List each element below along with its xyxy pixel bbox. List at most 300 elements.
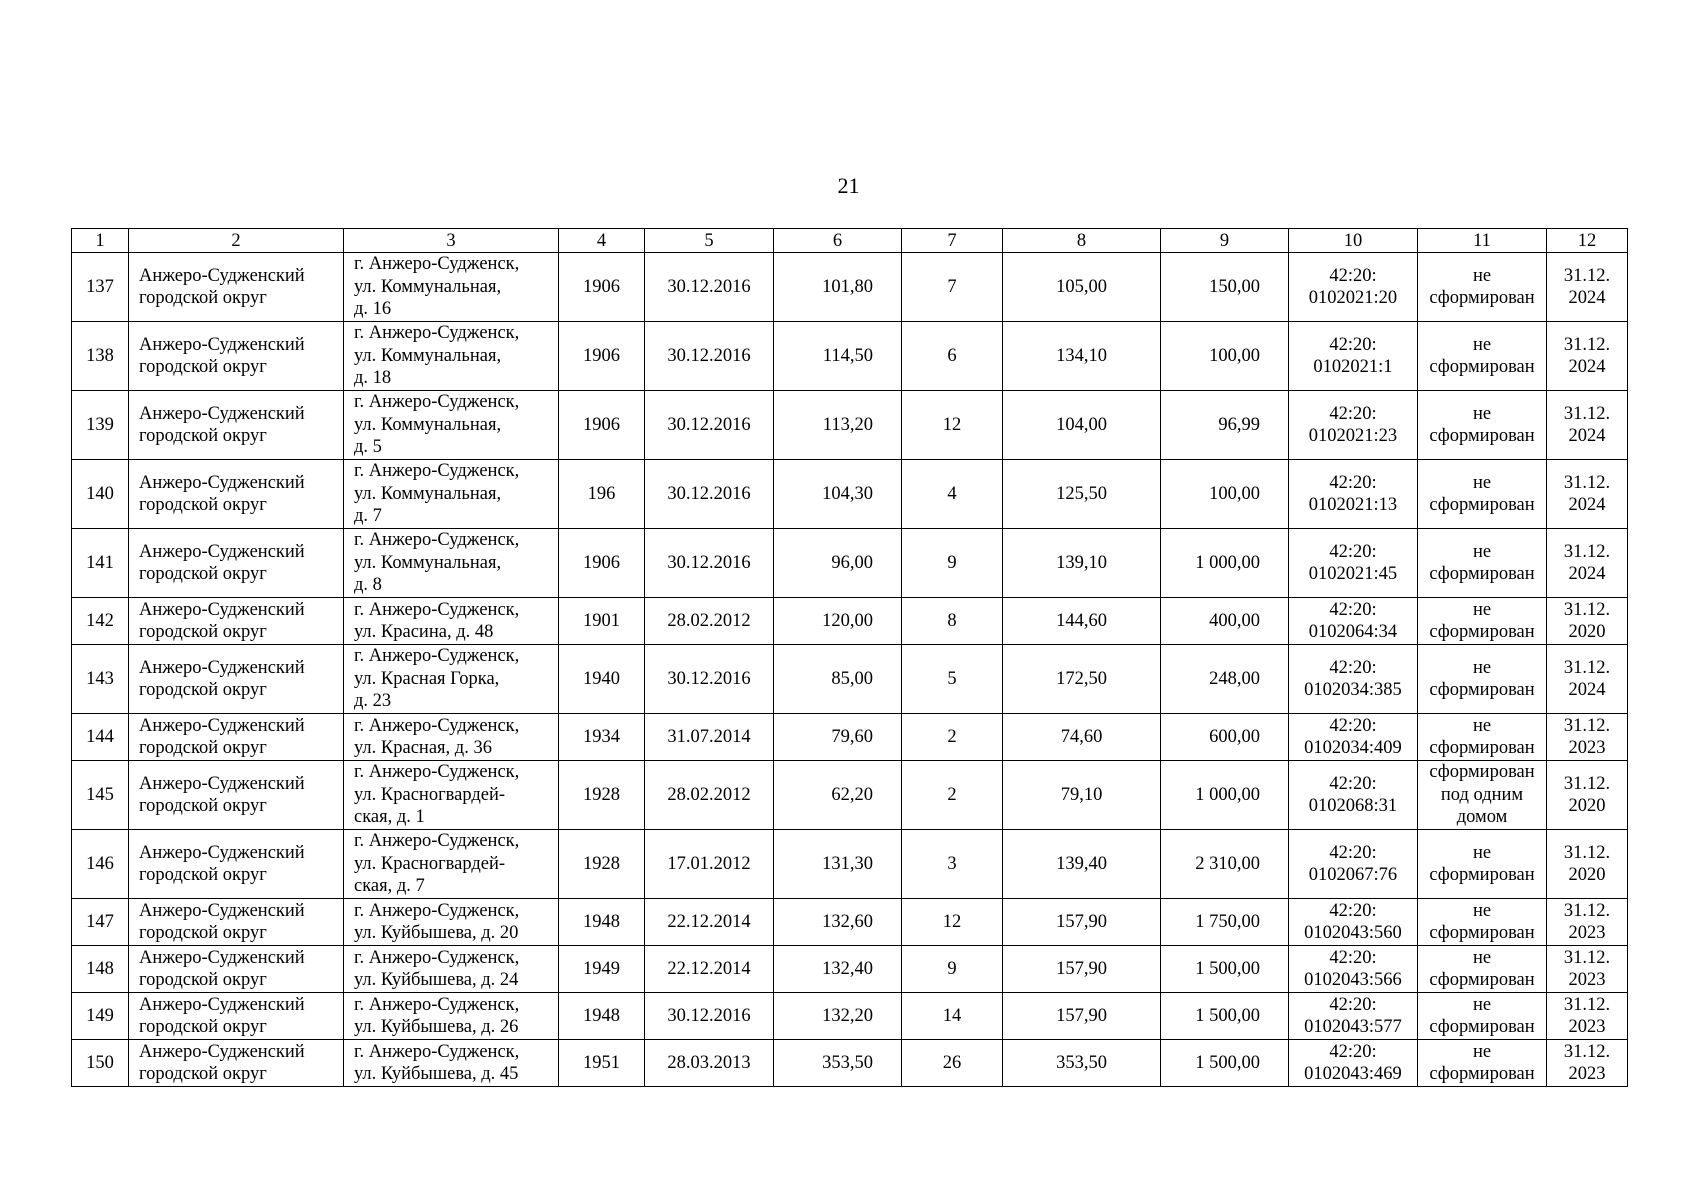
address-cell-line: ул. Коммунальная, xyxy=(354,414,502,435)
area-cell: 131,30 xyxy=(774,830,902,899)
cadastral-number-cell-line: 42:20: xyxy=(1329,265,1377,286)
address-cell-line: д. 8 xyxy=(354,575,382,596)
district-cell-line: Анжеро-Судженский xyxy=(139,403,305,424)
area-cell: 101,80 xyxy=(774,253,902,322)
deadline-cell xyxy=(1547,1040,1628,1087)
land-plot-status-cell xyxy=(1418,460,1547,529)
land-plot-status-cell xyxy=(1418,598,1547,645)
address-cell-line: д. 16 xyxy=(354,299,392,320)
area-cell: 114,50 xyxy=(774,322,902,391)
district-cell-line: городской округ xyxy=(139,738,267,758)
cadastral-number-cell-line: 42:20: xyxy=(1329,1041,1377,1062)
row-number: 146 xyxy=(72,830,129,899)
district-cell-line: Анжеро-Судженский xyxy=(139,773,305,794)
address-cell-line: г. Анжеро-Судженск, xyxy=(354,900,520,921)
land-plot-status-cell xyxy=(1418,322,1547,391)
page-number: 21 xyxy=(837,173,860,198)
table-row xyxy=(72,598,1628,645)
cadastral-number-cell xyxy=(1289,1040,1418,1087)
build-year-cell: 1949 xyxy=(559,946,645,993)
district-cell xyxy=(129,993,344,1040)
deadline-cell xyxy=(1547,253,1628,322)
address-cell xyxy=(344,899,559,946)
living-area-cell: 139,40 xyxy=(1003,830,1161,899)
row-number: 150 xyxy=(72,1040,129,1087)
cadastral-number-cell xyxy=(1289,322,1418,391)
address-cell xyxy=(344,253,559,322)
address-cell-line: ул. Коммунальная, xyxy=(354,276,502,297)
cadastral-number-cell-line: 42:20: xyxy=(1329,541,1377,562)
table-row xyxy=(72,460,1628,529)
district-cell-line: городской округ xyxy=(139,1064,267,1084)
land-plot-status-cell xyxy=(1418,761,1547,830)
cadastral-number-cell xyxy=(1289,253,1418,322)
address-cell-line: ул. Куйбышева, д. 20 xyxy=(354,923,519,943)
address-cell-line: ул. Красная Горка, xyxy=(354,668,500,689)
district-cell xyxy=(129,1040,344,1087)
land-plot-status-cell-line: сформирован xyxy=(1429,1064,1535,1084)
area-cell: 104,30 xyxy=(774,460,902,529)
address-cell-line: ская, д. 7 xyxy=(354,876,425,897)
deadline-cell xyxy=(1547,761,1628,830)
address-cell-line: г. Анжеро-Судженск, xyxy=(354,254,520,275)
build-year-cell: 196 xyxy=(559,460,645,529)
cadastral-number-cell-line: 0102043:469 xyxy=(1304,1064,1402,1084)
area-cell: 353,50 xyxy=(774,1040,902,1087)
land-plot-status-cell-line: под одним xyxy=(1440,784,1524,805)
date-cell: 30.12.2016 xyxy=(645,993,774,1040)
land-plot-status-cell-line: сформирован xyxy=(1429,288,1535,308)
district-cell xyxy=(129,899,344,946)
address-cell xyxy=(344,946,559,993)
residents-cell: 6 xyxy=(902,322,1003,391)
residents-cell: 2 xyxy=(902,761,1003,830)
cadastral-number-cell-line: 42:20: xyxy=(1329,599,1377,620)
row-number: 142 xyxy=(72,598,129,645)
column-header-5: 5 xyxy=(645,229,774,253)
cadastral-number-cell-line: 0102064:34 xyxy=(1308,622,1398,642)
land-area-cell: 400,00 xyxy=(1161,598,1289,645)
living-area-cell: 157,90 xyxy=(1003,993,1161,1040)
address-cell xyxy=(344,322,559,391)
residents-cell: 9 xyxy=(902,946,1003,993)
living-area-cell: 74,60 xyxy=(1003,714,1161,761)
district-cell-line: городской округ xyxy=(139,923,267,943)
build-year-cell: 1928 xyxy=(559,830,645,899)
address-cell-line: ул. Коммунальная, xyxy=(354,345,502,366)
deadline-cell-line: 31.12. xyxy=(1563,657,1611,678)
table-row xyxy=(72,993,1628,1040)
land-plot-status-cell-line: сформирован xyxy=(1429,426,1535,446)
cadastral-number-cell-line: 0102021:20 xyxy=(1308,288,1398,308)
area-cell: 132,60 xyxy=(774,899,902,946)
table-body xyxy=(72,253,1628,1087)
area-cell: 132,40 xyxy=(774,946,902,993)
land-plot-status-cell xyxy=(1418,714,1547,761)
address-cell-line: д. 5 xyxy=(354,437,382,458)
address-cell-line: ул. Коммунальная, xyxy=(354,552,502,573)
date-cell: 30.12.2016 xyxy=(645,460,774,529)
column-header-10: 10 xyxy=(1289,229,1418,253)
district-cell-line: Анжеро-Судженский xyxy=(139,842,305,863)
deadline-cell-line: 2020 xyxy=(1568,796,1606,816)
cadastral-number-cell xyxy=(1289,946,1418,993)
living-area-cell: 353,50 xyxy=(1003,1040,1161,1087)
cadastral-number-cell-line: 0102021:23 xyxy=(1308,426,1398,446)
table-row xyxy=(72,830,1628,899)
deadline-cell-line: 31.12. xyxy=(1563,472,1611,493)
deadline-cell xyxy=(1547,391,1628,460)
land-plot-status-cell-line: не xyxy=(1472,334,1492,355)
district-cell xyxy=(129,830,344,899)
residents-cell: 26 xyxy=(902,1040,1003,1087)
area-cell: 85,00 xyxy=(774,645,902,714)
district-cell-line: городской округ xyxy=(139,357,267,377)
district-cell xyxy=(129,946,344,993)
cadastral-number-cell-line: 42:20: xyxy=(1329,900,1377,921)
cadastral-number-cell-line: 0102034:385 xyxy=(1304,680,1402,700)
deadline-cell xyxy=(1547,460,1628,529)
land-plot-status-cell-line: сформирован xyxy=(1429,762,1535,783)
deadline-cell-line: 2023 xyxy=(1568,1064,1606,1084)
date-cell: 30.12.2016 xyxy=(645,391,774,460)
table-row xyxy=(72,645,1628,714)
residents-cell: 12 xyxy=(902,391,1003,460)
cadastral-number-cell-line: 42:20: xyxy=(1329,994,1377,1015)
address-cell-line: г. Анжеро-Судженск, xyxy=(354,947,520,968)
land-area-cell: 100,00 xyxy=(1161,460,1289,529)
address-cell-line: г. Анжеро-Судженск, xyxy=(354,831,520,852)
land-area-cell: 1 000,00 xyxy=(1161,761,1289,830)
district-cell xyxy=(129,714,344,761)
residents-cell: 8 xyxy=(902,598,1003,645)
cadastral-number-cell xyxy=(1289,761,1418,830)
land-plot-status-cell-line: не xyxy=(1472,403,1492,424)
district-cell-line: городской округ xyxy=(139,288,267,308)
land-area-cell: 1 750,00 xyxy=(1161,899,1289,946)
deadline-cell-line: 31.12. xyxy=(1563,265,1611,286)
land-plot-status-cell-line: не xyxy=(1472,541,1492,562)
deadline-cell-line: 2020 xyxy=(1568,622,1606,642)
district-cell-line: городской округ xyxy=(139,622,267,642)
district-cell-line: городской округ xyxy=(139,796,267,816)
cadastral-number-cell-line: 42:20: xyxy=(1329,403,1377,424)
cadastral-number-cell-line: 0102043:560 xyxy=(1304,923,1402,943)
cadastral-number-cell-line: 42:20: xyxy=(1329,472,1377,493)
address-cell-line: ская, д. 1 xyxy=(354,807,425,828)
district-cell xyxy=(129,322,344,391)
table-row xyxy=(72,1040,1628,1087)
address-cell xyxy=(344,714,559,761)
residents-cell: 2 xyxy=(902,714,1003,761)
living-area-cell: 104,00 xyxy=(1003,391,1161,460)
land-plot-status-cell-line: не xyxy=(1472,715,1492,736)
cadastral-number-cell xyxy=(1289,830,1418,899)
date-cell: 22.12.2014 xyxy=(645,899,774,946)
residents-cell: 9 xyxy=(902,529,1003,598)
district-cell-line: городской округ xyxy=(139,1017,267,1037)
table-row xyxy=(72,322,1628,391)
land-area-cell: 1 000,00 xyxy=(1161,529,1289,598)
district-cell-line: Анжеро-Судженский xyxy=(139,472,305,493)
address-cell-line: г. Анжеро-Судженск, xyxy=(354,762,520,783)
row-number: 141 xyxy=(72,529,129,598)
living-area-cell: 125,50 xyxy=(1003,460,1161,529)
address-cell xyxy=(344,993,559,1040)
address-cell-line: г. Анжеро-Судженск, xyxy=(354,599,520,620)
land-area-cell: 100,00 xyxy=(1161,322,1289,391)
district-cell-line: городской округ xyxy=(139,426,267,446)
district-cell-line: Анжеро-Судженский xyxy=(139,599,305,620)
deadline-cell-line: 2024 xyxy=(1568,680,1606,700)
district-cell-line: Анжеро-Судженский xyxy=(139,657,305,678)
row-number: 143 xyxy=(72,645,129,714)
residents-cell: 12 xyxy=(902,899,1003,946)
column-header-12: 12 xyxy=(1547,229,1628,253)
deadline-cell xyxy=(1547,993,1628,1040)
area-cell: 79,60 xyxy=(774,714,902,761)
area-cell: 132,20 xyxy=(774,993,902,1040)
land-plot-status-cell-line: не xyxy=(1472,842,1492,863)
cadastral-number-cell-line: 0102043:577 xyxy=(1304,1017,1402,1037)
district-cell-line: городской округ xyxy=(139,970,267,990)
deadline-cell xyxy=(1547,714,1628,761)
living-area-cell: 172,50 xyxy=(1003,645,1161,714)
land-plot-status-cell-line: не xyxy=(1472,472,1492,493)
land-plot-status-cell xyxy=(1418,529,1547,598)
deadline-cell-line: 31.12. xyxy=(1563,842,1611,863)
land-plot-status-cell-line: сформирован xyxy=(1429,865,1535,885)
land-plot-status-cell xyxy=(1418,1040,1547,1087)
row-number: 148 xyxy=(72,946,129,993)
area-cell: 120,00 xyxy=(774,598,902,645)
row-number: 139 xyxy=(72,391,129,460)
deadline-cell-line: 2023 xyxy=(1568,970,1606,990)
cadastral-number-cell-line: 42:20: xyxy=(1329,947,1377,968)
table-row xyxy=(72,761,1628,830)
deadline-cell-line: 31.12. xyxy=(1563,715,1611,736)
cadastral-number-cell-line: 0102068:31 xyxy=(1308,796,1398,816)
cadastral-number-cell-line: 0102021:1 xyxy=(1313,357,1393,377)
cadastral-number-cell xyxy=(1289,598,1418,645)
land-plot-status-cell-line: не xyxy=(1472,265,1492,286)
land-plot-status-cell-line: не xyxy=(1472,1041,1492,1062)
land-plot-status-cell xyxy=(1418,391,1547,460)
land-plot-status-cell xyxy=(1418,830,1547,899)
district-cell xyxy=(129,529,344,598)
row-number: 147 xyxy=(72,899,129,946)
district-cell-line: Анжеро-Судженский xyxy=(139,715,305,736)
date-cell: 28.02.2012 xyxy=(645,761,774,830)
address-cell-line: г. Анжеро-Судженск, xyxy=(354,994,520,1015)
cadastral-number-cell-line: 42:20: xyxy=(1329,657,1377,678)
address-cell-line: ул. Куйбышева, д. 26 xyxy=(354,1017,519,1037)
build-year-cell: 1948 xyxy=(559,899,645,946)
land-plot-status-cell-line: не xyxy=(1472,900,1492,921)
land-plot-status-cell-line: не xyxy=(1472,657,1492,678)
date-cell: 30.12.2016 xyxy=(645,529,774,598)
district-cell xyxy=(129,391,344,460)
residents-cell: 14 xyxy=(902,993,1003,1040)
deadline-cell-line: 31.12. xyxy=(1563,947,1611,968)
land-plot-status-cell-line: сформирован xyxy=(1429,923,1535,943)
residents-cell: 5 xyxy=(902,645,1003,714)
deadline-cell-line: 2023 xyxy=(1568,1017,1606,1037)
deadline-cell-line: 2024 xyxy=(1568,357,1606,377)
cadastral-number-cell-line: 0102021:45 xyxy=(1308,564,1398,584)
land-area-cell: 150,00 xyxy=(1161,253,1289,322)
address-cell xyxy=(344,529,559,598)
land-plot-status-cell-line: не xyxy=(1472,599,1492,620)
column-header-3: 3 xyxy=(344,229,559,253)
date-cell: 30.12.2016 xyxy=(645,645,774,714)
district-cell-line: Анжеро-Судженский xyxy=(139,947,305,968)
deadline-cell-line: 31.12. xyxy=(1563,900,1611,921)
build-year-cell: 1901 xyxy=(559,598,645,645)
address-cell-line: д. 7 xyxy=(354,506,382,527)
row-number: 138 xyxy=(72,322,129,391)
address-cell-line: д. 18 xyxy=(354,368,392,389)
address-cell-line: г. Анжеро-Судженск, xyxy=(354,715,520,736)
deadline-cell-line: 31.12. xyxy=(1563,773,1611,794)
land-plot-status-cell-line: домом xyxy=(1456,807,1508,828)
address-cell-line: г. Анжеро-Судженск, xyxy=(354,323,520,344)
address-cell-line: ул. Коммунальная, xyxy=(354,483,502,504)
deadline-cell-line: 2024 xyxy=(1568,564,1606,584)
address-cell xyxy=(344,830,559,899)
cadastral-number-cell xyxy=(1289,460,1418,529)
column-number-row xyxy=(72,229,1628,253)
land-plot-status-cell-line: не xyxy=(1472,947,1492,968)
build-year-cell: 1906 xyxy=(559,322,645,391)
address-cell-line: ул. Куйбышева, д. 24 xyxy=(354,970,519,990)
land-plot-status-cell xyxy=(1418,899,1547,946)
column-header-11: 11 xyxy=(1418,229,1547,253)
district-cell xyxy=(129,598,344,645)
land-plot-status-cell xyxy=(1418,253,1547,322)
cadastral-number-cell-line: 0102021:13 xyxy=(1308,495,1398,515)
address-cell-line: ул. Куйбышева, д. 45 xyxy=(354,1064,519,1084)
deadline-cell-line: 31.12. xyxy=(1563,994,1611,1015)
cadastral-number-cell xyxy=(1289,714,1418,761)
land-plot-status-cell xyxy=(1418,946,1547,993)
address-cell-line: ул. Красногвардей- xyxy=(354,853,506,874)
land-area-cell: 96,99 xyxy=(1161,391,1289,460)
residents-cell: 3 xyxy=(902,830,1003,899)
cadastral-number-cell-line: 0102067:76 xyxy=(1308,865,1398,885)
deadline-cell-line: 31.12. xyxy=(1563,403,1611,424)
row-number: 145 xyxy=(72,761,129,830)
cadastral-number-cell xyxy=(1289,645,1418,714)
date-cell: 31.07.2014 xyxy=(645,714,774,761)
address-cell-line: г. Анжеро-Судженск, xyxy=(354,530,520,551)
build-year-cell: 1940 xyxy=(559,645,645,714)
land-plot-status-cell-line: не xyxy=(1472,994,1492,1015)
district-cell-line: Анжеро-Судженский xyxy=(139,994,305,1015)
district-cell-line: Анжеро-Судженский xyxy=(139,265,305,286)
date-cell: 17.01.2012 xyxy=(645,830,774,899)
column-header-1: 1 xyxy=(72,229,129,253)
address-cell-line: д. 23 xyxy=(354,691,392,712)
table-row xyxy=(72,529,1628,598)
area-cell: 62,20 xyxy=(774,761,902,830)
table-row xyxy=(72,253,1628,322)
land-plot-status-cell-line: сформирован xyxy=(1429,1017,1535,1037)
address-cell xyxy=(344,645,559,714)
address-cell xyxy=(344,460,559,529)
table-row xyxy=(72,714,1628,761)
address-cell xyxy=(344,761,559,830)
deadline-cell-line: 31.12. xyxy=(1563,541,1611,562)
row-number: 144 xyxy=(72,714,129,761)
address-cell-line: г. Анжеро-Судженск, xyxy=(354,461,520,482)
district-cell-line: Анжеро-Судженский xyxy=(139,900,305,921)
land-plot-status-cell xyxy=(1418,645,1547,714)
living-area-cell: 157,90 xyxy=(1003,899,1161,946)
land-plot-status-cell-line: сформирован xyxy=(1429,738,1535,758)
land-plot-status-cell-line: сформирован xyxy=(1429,970,1535,990)
living-area-cell: 79,10 xyxy=(1003,761,1161,830)
cadastral-number-cell xyxy=(1289,391,1418,460)
build-year-cell: 1948 xyxy=(559,993,645,1040)
district-cell-line: Анжеро-Судженский xyxy=(139,541,305,562)
district-cell-line: Анжеро-Судженский xyxy=(139,1041,305,1062)
district-cell xyxy=(129,761,344,830)
table-header xyxy=(72,229,1628,253)
cadastral-number-cell xyxy=(1289,993,1418,1040)
deadline-cell xyxy=(1547,529,1628,598)
deadline-cell-line: 31.12. xyxy=(1563,1041,1611,1062)
land-plot-status-cell-line: сформирован xyxy=(1429,357,1535,377)
district-cell-line: городской округ xyxy=(139,495,267,515)
address-cell-line: г. Анжеро-Судженск, xyxy=(354,1041,520,1062)
address-cell xyxy=(344,391,559,460)
district-cell-line: Анжеро-Судженский xyxy=(139,334,305,355)
column-header-2: 2 xyxy=(129,229,344,253)
address-cell-line: г. Анжеро-Судженск, xyxy=(354,392,520,413)
deadline-cell xyxy=(1547,598,1628,645)
deadline-cell-line: 31.12. xyxy=(1563,334,1611,355)
district-cell-line: городской округ xyxy=(139,865,267,885)
column-header-8: 8 xyxy=(1003,229,1161,253)
cadastral-number-cell-line: 42:20: xyxy=(1329,715,1377,736)
date-cell: 30.12.2016 xyxy=(645,322,774,391)
cadastral-number-cell-line: 42:20: xyxy=(1329,334,1377,355)
housing-register-table xyxy=(71,228,1628,1087)
land-plot-status-cell-line: сформирован xyxy=(1429,622,1535,642)
living-area-cell: 157,90 xyxy=(1003,946,1161,993)
date-cell: 22.12.2014 xyxy=(645,946,774,993)
build-year-cell: 1906 xyxy=(559,391,645,460)
build-year-cell: 1928 xyxy=(559,761,645,830)
deadline-cell-line: 31.12. xyxy=(1563,599,1611,620)
land-plot-status-cell xyxy=(1418,993,1547,1040)
address-cell-line: г. Анжеро-Судженск, xyxy=(354,646,520,667)
deadline-cell xyxy=(1547,946,1628,993)
district-cell xyxy=(129,645,344,714)
residents-cell: 4 xyxy=(902,460,1003,529)
cadastral-number-cell-line: 0102034:409 xyxy=(1304,738,1402,758)
column-header-4: 4 xyxy=(559,229,645,253)
living-area-cell: 144,60 xyxy=(1003,598,1161,645)
date-cell: 28.03.2013 xyxy=(645,1040,774,1087)
district-cell xyxy=(129,460,344,529)
deadline-cell-line: 2023 xyxy=(1568,923,1606,943)
deadline-cell xyxy=(1547,830,1628,899)
cadastral-number-cell xyxy=(1289,529,1418,598)
land-area-cell: 1 500,00 xyxy=(1161,1040,1289,1087)
area-cell: 96,00 xyxy=(774,529,902,598)
